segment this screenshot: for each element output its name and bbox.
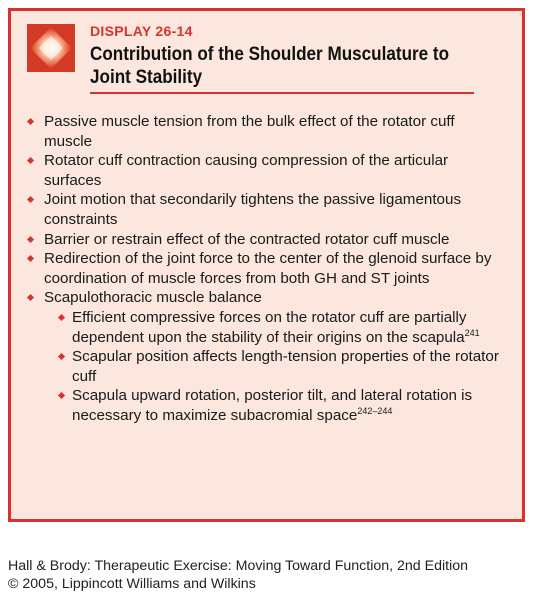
bullet-icon — [58, 392, 65, 399]
point-text: Passive muscle tension from the bulk effect of the rotator cuff muscle — [44, 113, 455, 150]
reference-number: 242–244 — [357, 405, 393, 416]
display-box — [8, 8, 525, 522]
display-label: DISPLAY 26-14 — [90, 23, 193, 39]
bullet-icon — [58, 314, 65, 321]
bullet-icon — [27, 294, 34, 301]
point-list — [28, 112, 503, 426]
source-caption — [8, 557, 468, 593]
list-item — [28, 151, 503, 190]
point-text: Redirection of the joint force to the center of the glenoid surface by coordination of muscle forces from both GH and ST joints — [44, 250, 492, 287]
sub-point-text: Scapular position affects length-tension properties of the rotator cuff — [72, 348, 499, 385]
sub-point-text: Scapula upward rotation, posterior tilt, and lateral rotation is necessary to maximize subacromial space — [72, 387, 473, 424]
list-item — [28, 190, 503, 229]
list-item — [28, 112, 503, 151]
point-text: Joint motion that secondarily tightens the passive ligamentous constraints — [44, 191, 462, 228]
sub-point-list — [44, 308, 503, 426]
sub-point-text: Efficient compressive forces on the rotator cuff are partially dependent upon the stability of their origins on the scapula — [72, 308, 467, 346]
list-item — [28, 288, 503, 425]
sub-list-item — [58, 347, 503, 386]
bullet-icon — [27, 118, 34, 125]
title-divider — [90, 92, 474, 94]
bullet-icon — [27, 196, 34, 203]
reference-number: 241 — [464, 327, 480, 338]
caption-line: Hall & Brody: Therapeutic Exercise: Moving Toward Function, 2nd Edition — [8, 558, 469, 574]
display-title: Contribution of the Shoulder Musculature to Joint Stability — [90, 44, 450, 88]
sub-list-item — [58, 308, 503, 347]
bullet-icon — [27, 157, 34, 164]
caption-line: © 2005, Lippincott Williams and Wilkins — [8, 576, 256, 592]
sub-list-item — [58, 386, 503, 425]
diamond-logo-icon — [27, 24, 75, 72]
bullet-icon — [58, 353, 65, 360]
list-item — [28, 230, 503, 250]
bullet-icon — [27, 236, 34, 243]
point-text: Scapulothoracic muscle balance — [44, 289, 262, 307]
point-text: Barrier or restrain effect of the contracted rotator cuff muscle — [44, 230, 450, 248]
bullet-icon — [27, 255, 34, 262]
point-text: Rotator cuff contraction causing compression of the articular surfaces — [44, 152, 449, 189]
list-item — [28, 249, 503, 288]
